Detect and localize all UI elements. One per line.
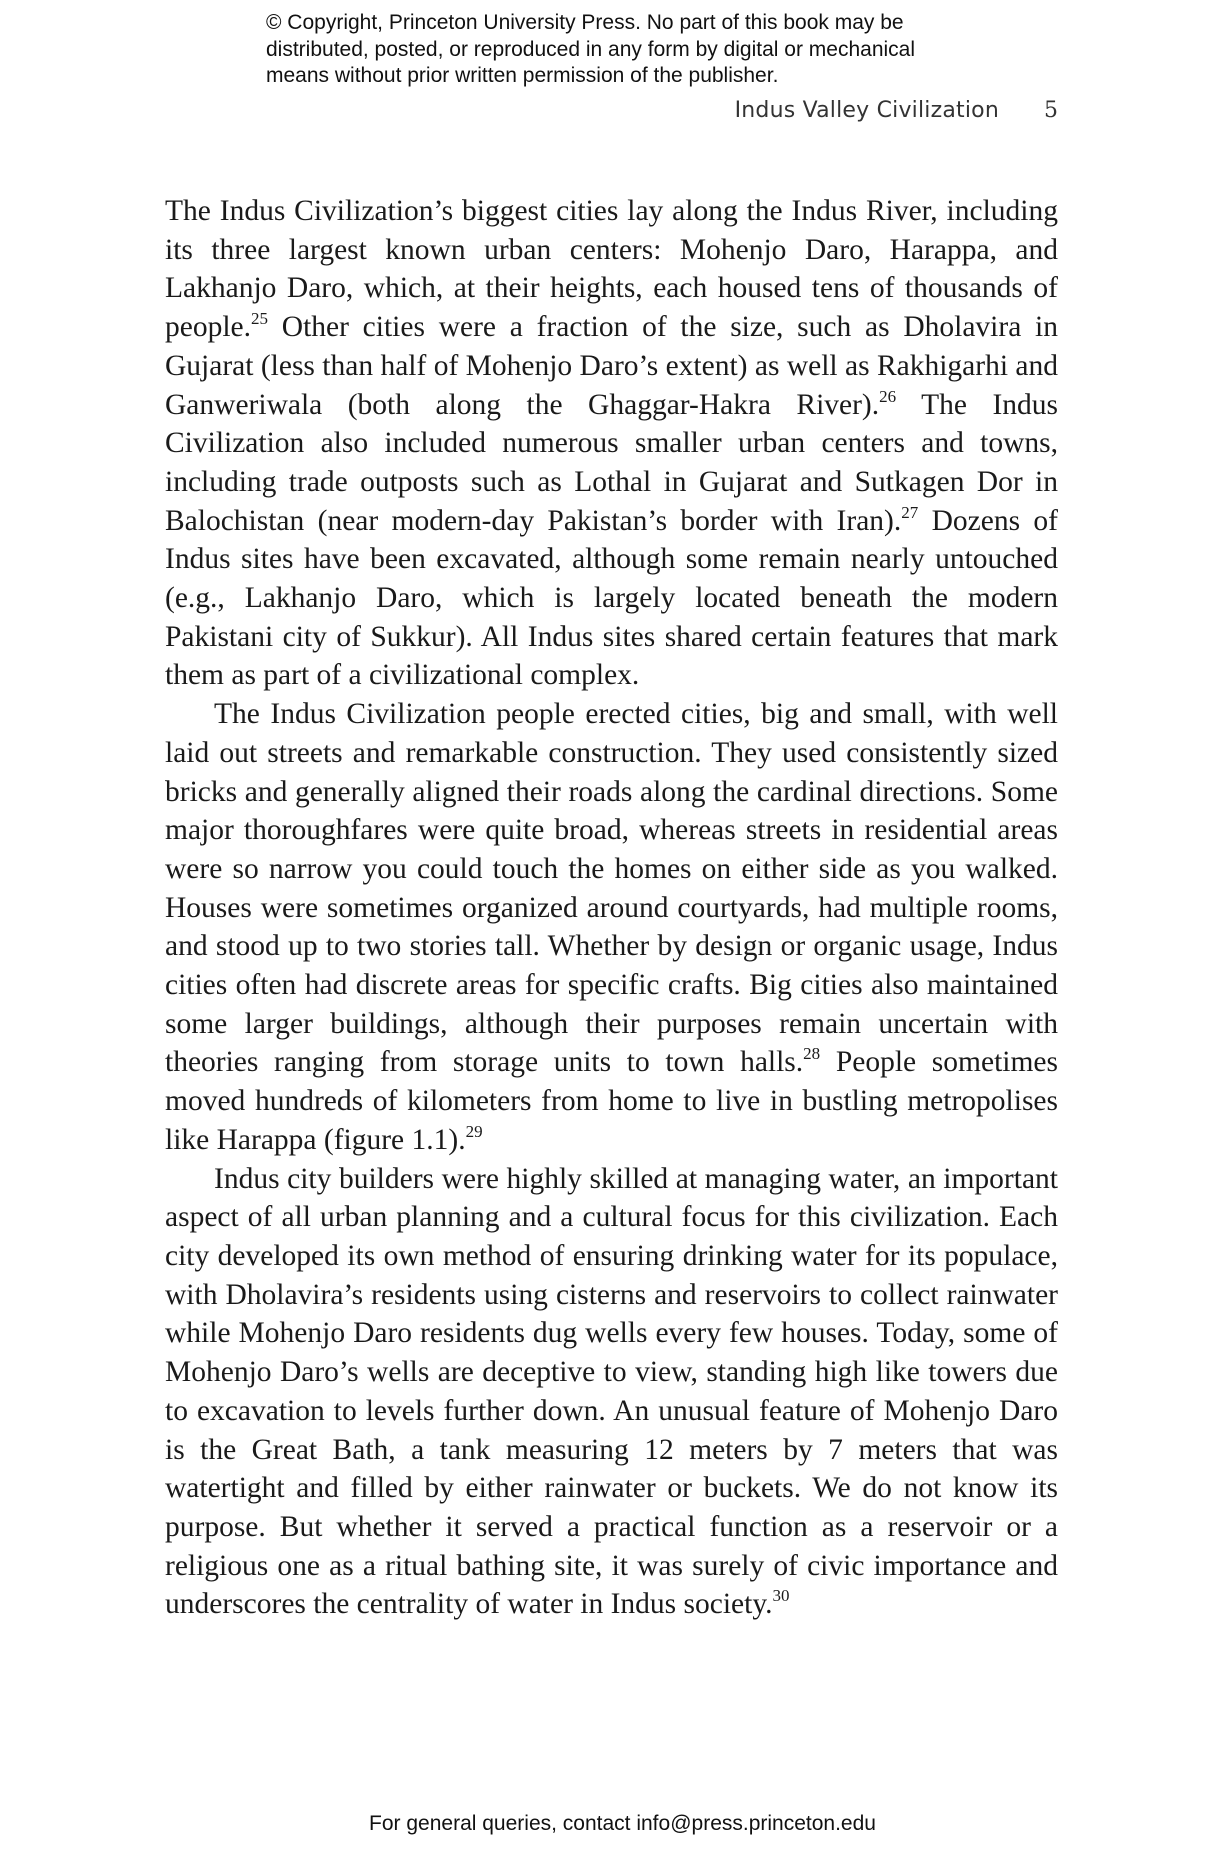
- footnote-marker: 26: [879, 386, 897, 406]
- footnote-marker: 30: [772, 1586, 790, 1606]
- paragraph-text: Indus city builders were highly skilled at managing water, an important aspect of all urban planning and a cultural focus for this civilization. Each city developed its own method of ensuring drinking water for its populace, with Dholavira’s residents using cisterns and reservoirs to collect rainwater while Mohenjo Daro residents dug wells every few houses. Today, some of Mohenjo Daro’s wells are deceptive to view, standing high like towers due to excavation to levels further down. An unusual feature of Mohenjo Daro is the Great Bath, a tank measuring 12 meters by 7 meters that was watertight and filled by either rainwater or buckets. We do not know its purpose. But whether it served a practical function as a reservoir or a religious one as a ritual bathing site, it was surely of civic importance and underscores the centrality of water in Indus society.: [165, 1162, 1058, 1621]
- running-head: [0, 98, 1225, 128]
- paragraph-text: The Indus Civilization also included numerous smaller urban centers and towns, including trade outposts such as Lothal in Gujarat and Sutkagen Dor in Balochistan (near modern-day Pakistan’s border with Iran).: [165, 388, 1058, 537]
- copyright-line: © Copyright, Princeton University Press. No part of this book may be: [266, 11, 904, 34]
- body-text: [165, 192, 1058, 1624]
- paragraph-text: People sometimes moved hundreds of kilometers from home to live in bustling metropolises like Harappa (figure 1.1).: [165, 1046, 1058, 1156]
- footer-contact: For general queries, contact info@press.princeton.edu: [369, 1812, 876, 1835]
- paragraph-text: Other cities were a fraction of the size, such as Dholavira in Gujarat (less than half of Mohenjo Daro’s extent) as well as Rakhigarhi and Ganweriwala (both along the Ghaggar-Hakra River).: [165, 311, 1058, 421]
- footnote-marker: 28: [803, 1044, 821, 1064]
- running-head-title: Indus Valley Civilization: [734, 98, 999, 123]
- copyright-notice: [266, 10, 1026, 90]
- copyright-line: distributed, posted, or reproduced in any form by digital or mechanical: [266, 37, 916, 61]
- paragraph: [165, 192, 1058, 695]
- footnote-marker: 29: [465, 1121, 483, 1141]
- paragraph: [165, 695, 1058, 1159]
- copyright-line: means without prior written permission of the publisher.: [266, 64, 779, 87]
- paragraph-text: Dozens of Indus sites have been excavated, although some remain nearly untouched (e.g., Lakhanjo Daro, which is largely located beneath the modern Pakistani city of Sukkur). All Indus sites shared certain features that mark them as part of a civilizational complex.: [165, 504, 1058, 692]
- paragraph-text: The Indus Civilization people erected cities, big and small, with well laid out streets and remarkable construction. They used consistently sized bricks and generally aligned their roads along the cardinal directions. Some major thoroughfares were quite broad, whereas streets in residential areas were so narrow you could touch the homes on either side as you walked. Houses were sometimes organized around courtyards, had multiple rooms, and stood up to two stories tall. Whether by design or organic usage, Indus cities often had discrete areas for specific crafts. Big cities also maintained some larger buildings, although their purposes remain uncertain with theories ranging from storage units to town halls.: [165, 698, 1058, 1079]
- paragraph: [165, 1160, 1058, 1624]
- page-number: 5: [1044, 98, 1058, 123]
- paragraph-text: The Indus Civilization’s biggest cities lay along the Indus River, including its three largest known urban centers: Mohenjo Daro, Harappa, and Lakhanjo Daro, which, at their heights, each housed tens of thousands of people.: [165, 195, 1058, 344]
- footnote-marker: 25: [251, 309, 269, 329]
- footnote-marker: 27: [901, 502, 919, 522]
